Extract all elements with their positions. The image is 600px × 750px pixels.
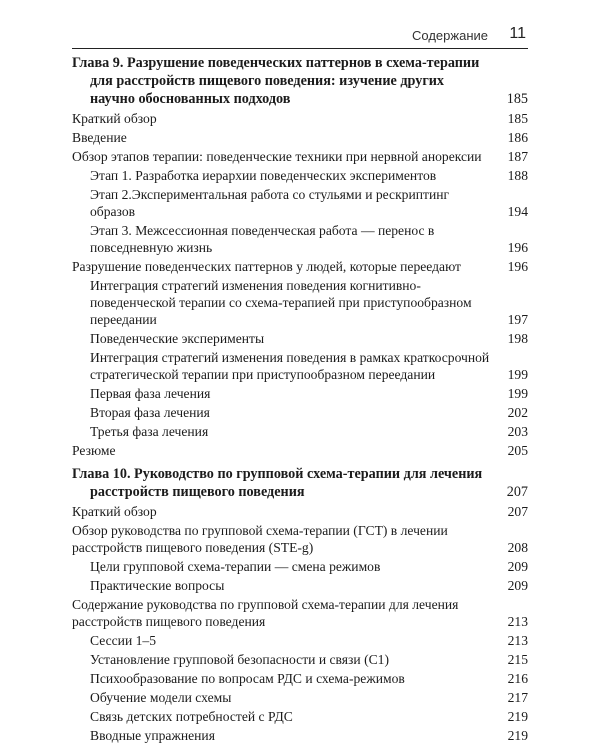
running-header (72, 24, 528, 49)
toc-entry[interactable] (72, 167, 528, 184)
entry-page: 203 (507, 424, 528, 439)
entry-page: 188 (507, 168, 528, 183)
entry-title: Введение (72, 130, 127, 145)
toc-entry[interactable] (72, 558, 528, 575)
entry-title: Интеграция стратегий изменения поведения в рамках краткосрочной стратегической терапии при приступообразном переедании (90, 350, 490, 382)
entry-title: Сессии 1–5 (90, 633, 157, 648)
toc-entry[interactable] (72, 349, 528, 383)
entry-page: 187 (507, 149, 528, 164)
entry-title: Краткий обзор (72, 504, 157, 519)
entry-title: Этап 2.Экспериментальная работа со стульями и рескриптинг образов (90, 187, 450, 219)
toc-entry[interactable] (72, 129, 528, 146)
toc-entry[interactable] (72, 404, 528, 421)
toc-entry[interactable] (72, 651, 528, 668)
toc-entry[interactable] (72, 385, 528, 402)
entry-title: Глава 9. Разрушение поведенческих паттернов в схема-терапии для расстройств пищевого поведения: изучение других научно обоснованных подходов (72, 55, 480, 107)
entry-title: Третья фаза лечения (90, 424, 209, 439)
entry-page: 196 (507, 240, 528, 255)
toc-entry[interactable] (72, 522, 528, 556)
entry-page: 202 (507, 405, 528, 420)
toc-entry[interactable] (72, 596, 528, 630)
entry-title: Обзор этапов терапии: поведенческие техники при нервной анорексии (72, 149, 482, 164)
entry-page: 185 (507, 111, 528, 126)
entry-title: Психообразование по вопросам РДС и схема-режимов (90, 671, 405, 686)
entry-page: 185 (506, 91, 528, 107)
toc-entry[interactable] (72, 423, 528, 440)
toc-entry[interactable] (72, 110, 528, 127)
entry-title: Этап 3. Межсессионная поведенческая работа — перенос в повседневную жизнь (90, 223, 435, 255)
toc-entry[interactable] (72, 577, 528, 594)
entry-title: Содержание руководства по групповой схема-терапии для лечения расстройств пищевого поведения (72, 597, 459, 629)
entry-title: Разрушение поведенческих паттернов у людей, которые переедают (72, 259, 462, 274)
entry-title: Краткий обзор (72, 111, 157, 126)
table-of-contents (72, 54, 528, 746)
entry-title: Цели групповой схема-терапии — смена режимов (90, 559, 381, 574)
entry-page: 207 (507, 504, 528, 519)
toc-entry[interactable] (72, 632, 528, 649)
toc-entry[interactable] (72, 708, 528, 725)
entry-page: 205 (507, 443, 528, 458)
entry-page: 213 (507, 614, 528, 629)
toc-entry[interactable] (72, 186, 528, 220)
entry-title: Установление групповой безопасности и связи (С1) (90, 652, 389, 667)
entry-page: 219 (507, 728, 528, 743)
entry-title: Поведенческие эксперименты (90, 331, 265, 346)
entry-title: Связь детских потребностей с РДС (90, 709, 293, 724)
toc-entry[interactable] (72, 330, 528, 347)
entry-title: Вводные упражнения (90, 728, 215, 743)
toc-entry[interactable] (72, 277, 528, 328)
toc-entry[interactable] (72, 222, 528, 256)
entry-title: Глава 10. Руководство по групповой схема-терапии для лечения расстройств пищевого поведения (72, 466, 483, 500)
entry-title: Первая фаза лечения (90, 386, 211, 401)
entry-title: Обучение модели схемы (90, 690, 232, 705)
section-title: Содержание (412, 28, 488, 43)
entry-page: 208 (507, 540, 528, 555)
entry-page: 197 (507, 312, 528, 327)
entry-page: 213 (507, 633, 528, 648)
entry-title: Резюме (72, 443, 116, 458)
entry-page: 207 (506, 484, 528, 500)
entry-page: 198 (507, 331, 528, 346)
toc-entry[interactable] (72, 258, 528, 275)
entry-page: 217 (507, 690, 528, 705)
entry-page: 199 (507, 386, 528, 401)
entry-page: 216 (507, 671, 528, 686)
entry-title: Этап 1. Разработка иерархии поведенческих экспериментов (90, 168, 437, 183)
entry-page: 215 (507, 652, 528, 667)
entry-page: 194 (507, 204, 528, 219)
entry-page: 209 (507, 559, 528, 574)
toc-entry[interactable] (72, 148, 528, 165)
chapter-heading[interactable] (72, 465, 528, 501)
toc-entry[interactable] (72, 689, 528, 706)
entry-page: 219 (507, 709, 528, 724)
entry-title: Вторая фаза лечения (90, 405, 210, 420)
entry-title: Обзор руководства по групповой схема-терапии (ГСТ) в лечении расстройств пищевого поведения (STE-g) (72, 523, 448, 555)
entry-title: Практические вопросы (90, 578, 225, 593)
entry-page: 186 (507, 130, 528, 145)
toc-entry[interactable] (72, 727, 528, 744)
chapter-heading[interactable] (72, 54, 528, 108)
toc-entry[interactable] (72, 503, 528, 520)
entry-title: Интеграция стратегий изменения поведения когнитивно-поведенческой терапии со схема-терапией при приступообразном переедании (90, 278, 472, 327)
entry-page: 199 (507, 367, 528, 382)
toc-entry[interactable] (72, 442, 528, 459)
entry-page: 209 (507, 578, 528, 593)
toc-entry[interactable] (72, 670, 528, 687)
page-number: 11 (509, 25, 526, 42)
entry-page: 196 (507, 259, 528, 274)
